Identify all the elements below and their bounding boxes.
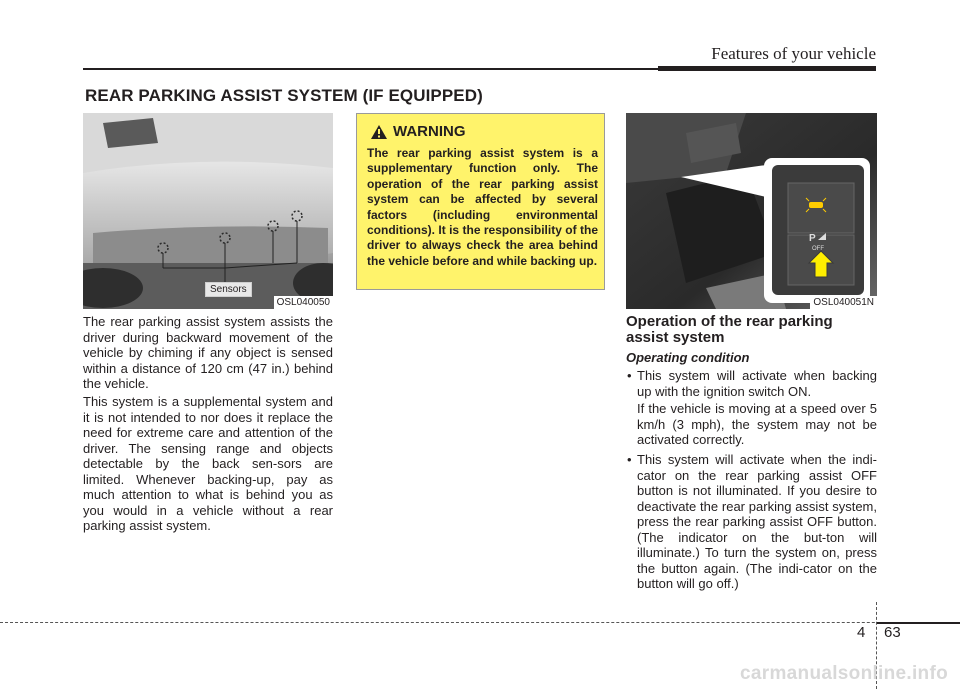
operation-heading: Operation of the rear parking assist system	[626, 313, 833, 346]
svg-text:P: P	[809, 233, 816, 244]
warning-header	[371, 123, 466, 140]
operating-condition-heading: Operating condition	[626, 350, 750, 365]
footer-rule	[0, 622, 960, 623]
section-title: REAR PARKING ASSIST SYSTEM (IF EQUIPPED)	[85, 86, 483, 105]
sensors-label: Sensors	[205, 282, 252, 297]
bullet-text: This system will activate when backing up with the ignition switch ON.	[637, 368, 877, 399]
bullet-dot-icon: •	[627, 368, 632, 383]
warning-box	[356, 113, 605, 290]
figure-code: OSL040050	[274, 296, 333, 309]
warning-triangle-icon	[371, 125, 387, 139]
bullet-item	[627, 452, 877, 592]
dashboard-illustration	[626, 113, 877, 309]
running-header: Features of your vehicle	[711, 44, 876, 63]
warning-text: The rear parking assist system is a supplementary function only. The operation of the rear parking assist system can be affected by several factors (including environmental conditions). It is the responsibility of the driver to always check the area behind the vehicle before and while backing up.	[367, 146, 598, 268]
rear-bumper-figure	[83, 113, 333, 309]
indicator-light	[809, 202, 823, 208]
warning-title: WARNING	[393, 123, 466, 140]
chapter-number: 4	[857, 624, 866, 641]
bullet-text: This system will activate when the indi-cator on the rear parking assist OFF button is not illuminated. If you desire to deactivate the rear parking assist system, press the rear parking assist OFF button. (The indicator on the but-ton will illuminate.) To turn the system on, press the button again. (The indi-cator on the button will go off.)	[637, 452, 877, 591]
parking-assist-button-figure	[626, 113, 877, 309]
off-button-text: OFF	[812, 246, 824, 252]
watermark: carmanualsonline.info	[740, 663, 948, 684]
header-rule-accent	[658, 66, 876, 71]
rear-bumper-illustration	[83, 113, 333, 309]
paragraph-2: This system is a supplemental system and it is not intended to nor does it replace the need for extreme care and attention of the driver. The sensing range and objects detectable by the back sen-sors are limited. Whenever backing-up, pay as much attention to what is behind you as you would in a vehicle without a rear parking assist system.	[83, 394, 333, 533]
bullet-dot-icon: •	[627, 452, 632, 467]
figure-code: OSL040051N	[810, 296, 877, 309]
paragraph-1: The rear parking assist system assists the driver during backward movement of the vehicle by chiming if any object is sensed within a distance of 120 cm (47 in.) behind the vehicle.	[83, 314, 333, 391]
page-number: 63	[884, 624, 901, 641]
bullet-note: If the vehicle is moving at a speed over 5 km/h (3 mph), the system may not be activated correctly.	[637, 401, 877, 447]
bullet-item	[627, 368, 877, 399]
